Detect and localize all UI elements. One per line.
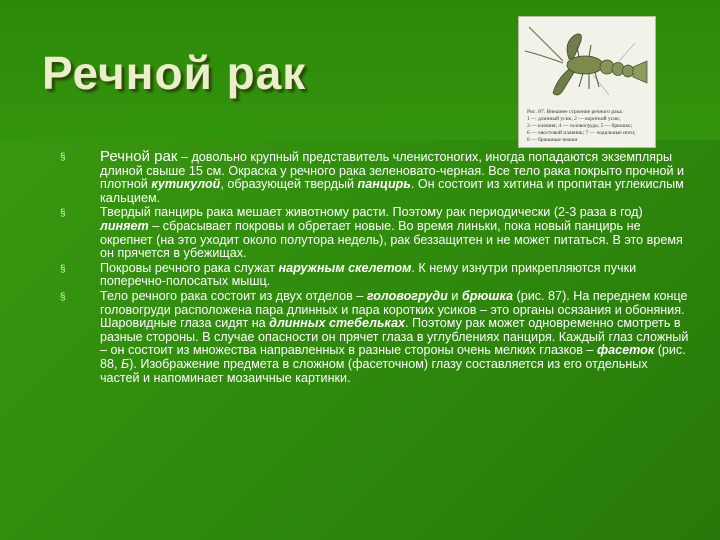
figure-ref: Б	[121, 356, 130, 371]
key-term: брюшка	[461, 288, 514, 303]
figure-caption	[527, 109, 649, 144]
key-term: кутикулой	[151, 177, 221, 192]
key-term: линяет	[100, 218, 149, 233]
bullet-marker-icon: §	[60, 208, 66, 220]
bullet-text: , образующей твердый	[220, 177, 358, 192]
bullet-item	[54, 206, 690, 260]
key-term: длинных стебельках	[269, 316, 405, 331]
bullet-text: . К нему изнутри прикрепляются пучки поперечно-полосатых мышц.	[100, 260, 637, 289]
key-term: головогруди	[366, 288, 448, 303]
crayfish-illustration-icon	[523, 21, 651, 109]
bullet-text: Покровы речного рака служат	[100, 260, 279, 275]
bullet-text: – сбрасывает покровы и обретает новые. Во время линьки, пока новый панцирь не окрепнет (на это уходит около полутора недель), рак беззащитен и не может питаться. В это время он прячется в убежищах.	[100, 218, 683, 261]
bullet-lead-term: Речной рак	[100, 148, 178, 165]
bullet-text: . Поэтому рак может одновременно смотреть в разные стороны. В случае опасности он прячет глаза в углублениях панциря. Каждый глаз сложный – он состоит из множества направленных в разные стороны очень мелких глазков –	[100, 316, 689, 358]
bullet-marker-icon: §	[60, 263, 66, 275]
crayfish-figure	[518, 16, 656, 148]
bullet-marker-icon: §	[60, 152, 66, 163]
key-term: наружным скелетом	[278, 260, 412, 275]
bullet-item	[54, 150, 690, 205]
bullet-item	[54, 290, 690, 385]
caption-line: 6 — хвостовой плавник; 7 — ходильные ноги;	[527, 130, 636, 136]
caption-line: Рис. 87. Внешнее строение речного рака:	[527, 109, 624, 115]
bullet-text: (рис. 88,	[100, 343, 686, 371]
caption-line: 8 — брюшные ножки	[527, 137, 578, 143]
bullet-text: – довольно крупный представитель членистоногих, иногда попадаются экземпляры длиной свыше 15 см. Окраска у речного рака зеленовато-черная. Все тело рака покрыто прочной и плотной	[100, 150, 685, 192]
slide-title: Речной рак	[42, 47, 307, 99]
key-term: панцирь	[357, 177, 411, 192]
bullet-text: (рис. 87). На переднем конце головогруди расположена пара длинных и пара коротких усиков – это органы осязания и обоняния. Шаровидные глаза сидят на	[100, 288, 688, 331]
caption-line: 3 — клешня; 4 — головогрудь; 5 — брюшко;	[527, 123, 633, 129]
bullet-text: Твердый панцирь рака мешает животному расти. Поэтому рак периодически (2-3 раза в год)	[100, 205, 643, 220]
bullet-item	[54, 262, 690, 289]
key-term: фасеток	[596, 343, 655, 358]
bullet-text: . Он состоит из хитина и пропитан углекислым кальцием.	[100, 177, 684, 205]
bullet-text: Тело речного рака состоит из двух отделов –	[100, 288, 367, 303]
bullet-marker-icon: §	[60, 291, 66, 303]
caption-line: 1 — длинный усик; 2 — короткий усик;	[527, 116, 621, 122]
bullet-text: и	[447, 288, 462, 303]
bullet-text: ). Изображение предмета в сложном (фасеточном) глазу составляется из его отдельных частей и напоминает мозаичные картинки.	[100, 356, 648, 385]
bullet-list	[54, 150, 690, 386]
